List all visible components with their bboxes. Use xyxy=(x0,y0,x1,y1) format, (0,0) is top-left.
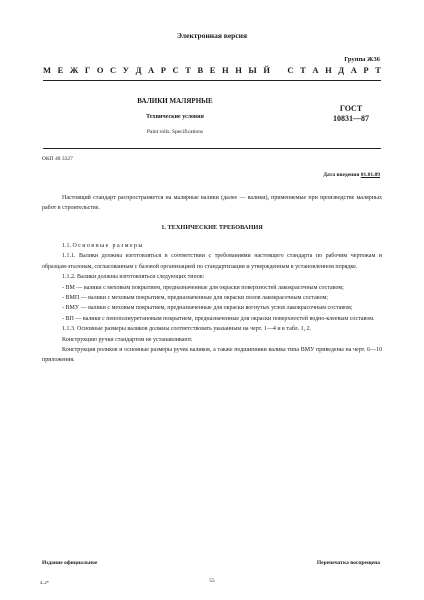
intro-paragraph: Настоящий стандарт распространяется на малярные валики (далее — валики), применяемые при производстве малярных работ в строительстве. xyxy=(42,195,382,212)
standard-type-letter: Т xyxy=(300,65,306,75)
standard-type-letter: Д xyxy=(135,65,142,75)
standard-type-letter: С xyxy=(172,65,179,75)
edition-note: Электронная версия xyxy=(176,31,248,40)
paragraph-design: Конструкция роликов и основные размеры ручек валиков, а также подшипники валика типа ВМУ приведены на черт. 6—10 приложения. xyxy=(42,347,382,364)
intro-date-value: 01.01.89 xyxy=(360,172,380,178)
document-title: ВАЛИКИ МАЛЯРНЫЕ xyxy=(137,97,213,105)
type-vmu: - ВМУ — валики с меховым покрытием, предназначенные для окраски вогнутых углов лакокрасочным составом; xyxy=(62,305,353,312)
type-vm: - ВМ — валики с меховым покрытием, предназначенные для окраски поверхностей лакокрасочным составом; xyxy=(62,284,344,291)
gost-number-block xyxy=(326,104,376,124)
english-title: Paint rolls. Specifications xyxy=(146,129,204,135)
document-subtitle: Технические условия xyxy=(146,114,204,120)
type-vmp: - ВМП — валики с меховым покрытием, предназначенные для окраски полов лакокрасочным составом; xyxy=(62,295,328,302)
standard-type-letter: О xyxy=(96,65,104,75)
standard-type-letter: Т xyxy=(375,65,381,75)
standard-type-letter: Е xyxy=(57,65,64,75)
standard-type-letter: Ы xyxy=(248,65,257,75)
standard-type-letter: Г xyxy=(84,65,91,75)
intro-date-label: Дата введения xyxy=(323,172,360,178)
standard-type-letter: Ж xyxy=(69,65,79,75)
type-vp: - ВП — валики с пенополиуретановым покрытием, предназначенные для окраски поверхностей водно-клеевым составом. xyxy=(62,315,375,322)
intro-date xyxy=(323,172,380,178)
standard-type-letter: Т xyxy=(185,65,191,75)
paragraph-1-1-3: 1.1.3. Основные размеры валиков должны соответствовать указанным на черт. 1—4 и в табл. 1, 2. xyxy=(62,326,312,333)
standard-type-letter: Р xyxy=(363,65,369,75)
standard-type-letter: Й xyxy=(263,65,270,75)
section-title: 1. ТЕХНИЧЕСКИЕ ТРЕБОВАНИЯ xyxy=(161,224,263,231)
standard-type-letter: Е xyxy=(209,65,216,75)
standard-type-letter: Д xyxy=(338,65,345,75)
footer-official-edition: Издание официальное xyxy=(42,560,98,566)
paragraph-1-1-2: 1.1.2. Валики должны изготовляться следующих типов: xyxy=(62,274,205,281)
standard-type-letter: С xyxy=(110,65,117,75)
standard-type-letter: А xyxy=(350,65,357,75)
page-number: 55 xyxy=(209,578,215,584)
subsection-heading: 1.1. Основные размеры xyxy=(62,243,144,249)
standard-type-letter: А xyxy=(312,65,319,75)
footer-reprint-notice: Перепечатка воспрещена xyxy=(316,560,380,566)
standard-type-letter: Н xyxy=(235,65,242,75)
paragraph-handle: Конструкцию ручки стандартом не устанавливают. xyxy=(62,336,193,343)
section-body xyxy=(42,241,382,366)
standard-type-heading xyxy=(43,65,381,75)
standard-type-letter: В xyxy=(197,65,204,75)
standard-type-letter xyxy=(277,65,281,75)
standard-type-letter: М xyxy=(43,65,52,75)
standard-type-letter: Н xyxy=(222,65,229,75)
standard-type-letter: Р xyxy=(160,65,166,75)
okp-code: ОКП 48 3327 xyxy=(42,156,73,162)
title-rule xyxy=(43,148,381,149)
top-rule xyxy=(43,80,381,81)
gost-number: 10831—87 xyxy=(333,114,369,123)
paragraph-1-1-1: 1.1.1. Валики должны изготовляться в соответствии с требованиями настоящего стандарта по рабочим чертежам и образцам-эталонам, согласованным с базовой организацией по стандартизации и утвержденным в установленном порядке. xyxy=(42,253,382,270)
group-code: Группа Ж36 xyxy=(344,56,380,63)
standard-type-letter: Н xyxy=(325,65,332,75)
standard-type-letter: А xyxy=(148,65,155,75)
standard-type-letter: У xyxy=(122,65,130,75)
corner-mark: 4–2* xyxy=(40,580,49,585)
gost-label: ГОСТ xyxy=(339,104,363,113)
standard-type-letter: С xyxy=(287,65,294,75)
